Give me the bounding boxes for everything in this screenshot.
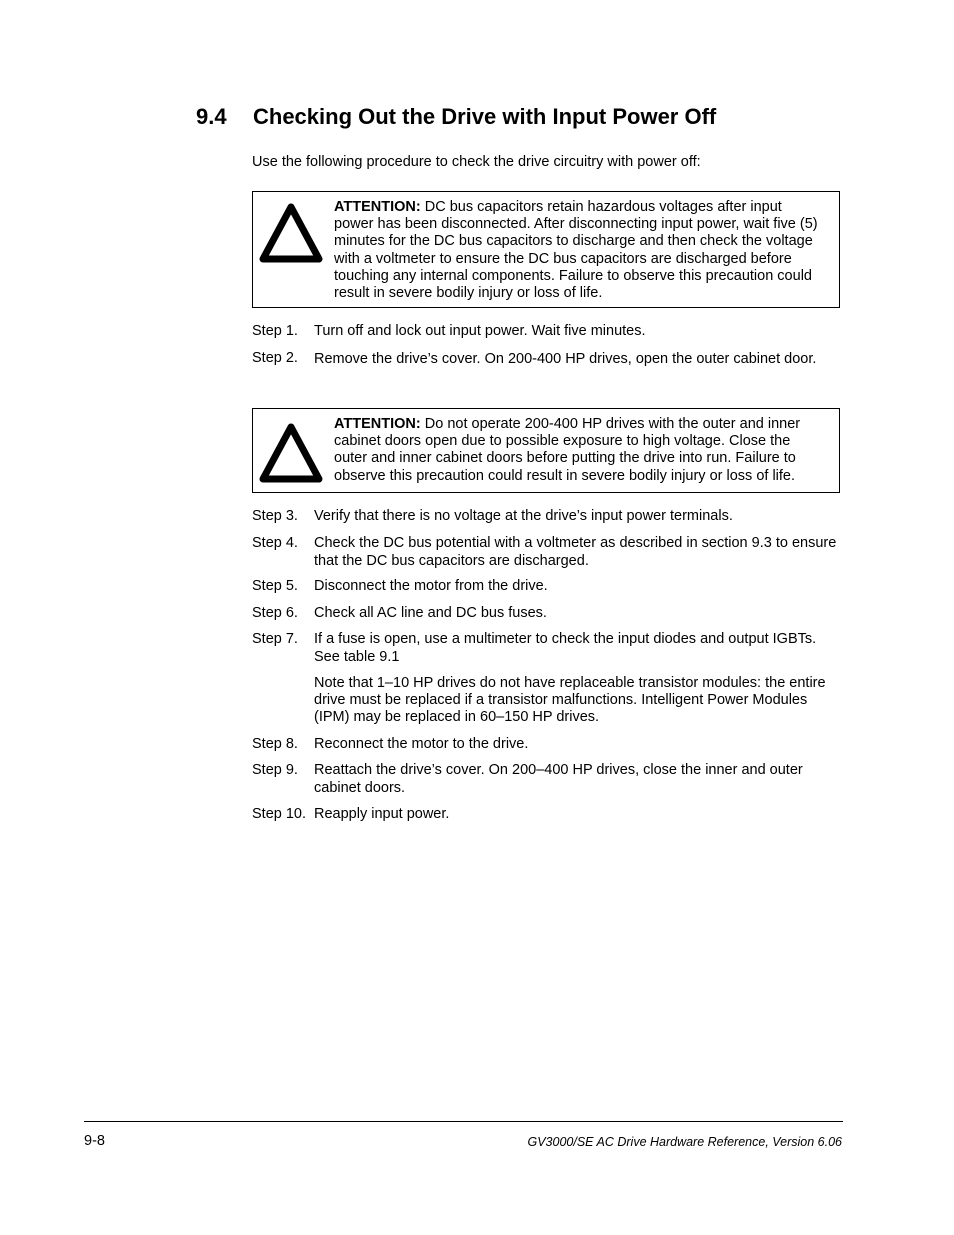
attention-message: Do not operate 200-400 HP drives with the outer and inner cabinet doors open due to possible exposure to high voltage. Close the outer and inner cabinet doors before putting the drive into run. Failure to observe this precaution could result in severe bodily injury or loss of life. — [334, 416, 801, 484]
step-item — [252, 736, 842, 754]
step-label: Step 9. — [252, 762, 298, 778]
attention-box — [252, 408, 840, 493]
step-text: Check all AC line and DC bus fuses. — [314, 605, 547, 621]
step-label: Step 8. — [252, 736, 298, 752]
step-item — [252, 578, 842, 596]
step-label: Step 5. — [252, 578, 298, 594]
step-item — [252, 631, 842, 666]
footer-rule — [84, 1121, 843, 1122]
step-text: Remove the drive’s cover. On 200-400 HP drives, open the outer cabinet door. — [314, 351, 817, 367]
attention-text — [334, 199, 821, 302]
step-label: Step 2. — [252, 350, 298, 366]
step-text: Reattach the drive’s cover. On 200–400 HP drives, close the inner and outer cabinet doors. — [314, 762, 803, 796]
step-item — [252, 806, 842, 824]
step-item — [252, 323, 842, 341]
step-label: Step 7. — [252, 631, 298, 647]
step-text: Reapply input power. — [314, 806, 450, 822]
attention-text — [334, 416, 821, 485]
attention-label: ATTENTION: — [334, 199, 421, 215]
section-heading — [196, 104, 716, 130]
step-label: Step 10. — [252, 806, 307, 822]
note-paragraph: Note that 1–10 HP drives do not have replaceable transistor modules: the entire drive must be replaced if a transistor malfunctions. Intelligent Power Modules (IPM) may be replaced in 60–150 HP drives. — [314, 675, 826, 726]
step-text: Verify that there is no voltage at the drive’s input power terminals. — [314, 508, 733, 524]
step-text: Turn off and lock out input power. Wait five minutes. — [314, 323, 646, 339]
warning-triangle-icon — [258, 421, 324, 485]
attention-label: ATTENTION: — [334, 416, 421, 432]
attention-message: DC bus capacitors retain hazardous voltages after input power has been disconnected. After disconnecting input power, wait five (5) minutes for the DC bus capacitors to discharge and then check the voltage with a voltmeter to ensure the DC bus capacitors are discharged before touching any internal components. Failure to observe this precaution could result in severe bodily injury or loss of life. — [334, 199, 818, 302]
step-label: Step 6. — [252, 605, 298, 621]
attention-box — [252, 191, 840, 308]
section-title: Checking Out the Drive with Input Power Off — [253, 104, 717, 129]
intro-paragraph: Use the following procedure to check the drive circuitry with power off: — [252, 154, 701, 170]
step-item — [252, 508, 842, 526]
step-text: Reconnect the motor to the drive. — [314, 736, 529, 752]
page-number: 9-8 — [84, 1133, 105, 1149]
step-text: Disconnect the motor from the drive. — [314, 578, 548, 594]
step-text: Check the DC bus potential with a voltmeter as described in section 9.3 to ensure that the DC bus capacitors are discharged. — [314, 535, 837, 569]
step-item — [252, 350, 842, 369]
step-label: Step 4. — [252, 535, 298, 551]
step-label: Step 1. — [252, 323, 298, 339]
document-title: GV3000/SE AC Drive Hardware Reference, Version 6.06 — [527, 1135, 842, 1149]
step-text: If a fuse is open, use a multimeter to check the input diodes and output IGBTs. See table 9.1 — [314, 631, 817, 665]
section-number: 9.4 — [196, 104, 227, 129]
warning-triangle-icon — [258, 201, 324, 265]
step-item — [252, 762, 842, 797]
step-item — [252, 605, 842, 623]
step-item — [252, 535, 842, 570]
step-label: Step 3. — [252, 508, 298, 524]
